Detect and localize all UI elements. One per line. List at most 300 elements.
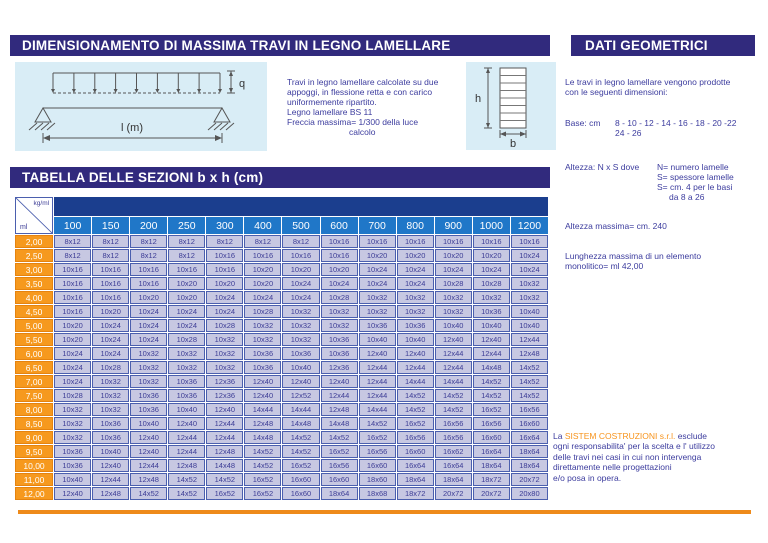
section-cell: 14x44 bbox=[282, 403, 319, 416]
section-cell: 10x28 bbox=[473, 277, 510, 290]
section-cell: 12x52 bbox=[282, 389, 319, 402]
section-cell: 10x32 bbox=[92, 375, 129, 388]
section-cell: 8x12 bbox=[130, 235, 167, 248]
section-cell: 10x16 bbox=[168, 263, 205, 276]
section-cell: 14x52 bbox=[244, 445, 281, 458]
column-header-250: 250 bbox=[168, 217, 205, 234]
section-cell: 10x40 bbox=[511, 305, 548, 318]
section-cell: 14x44 bbox=[435, 375, 472, 388]
table-row bbox=[15, 277, 548, 290]
section-cell: 10x24 bbox=[511, 263, 548, 276]
row-label: 3,00 bbox=[15, 263, 53, 276]
section-cell: 8x12 bbox=[92, 235, 129, 248]
section-cell: 10x32 bbox=[244, 319, 281, 332]
row-label: 5,00 bbox=[15, 319, 53, 332]
section-cell: 14x48 bbox=[244, 431, 281, 444]
section-cell: 14x44 bbox=[244, 403, 281, 416]
section-cell: 12x40 bbox=[130, 431, 167, 444]
altezza-s3: da 8 a 26 bbox=[669, 192, 705, 202]
section-cell: 12x36 bbox=[206, 389, 243, 402]
section-cell: 16x52 bbox=[206, 487, 243, 500]
section-cell: 10x20 bbox=[321, 263, 358, 276]
section-cell: 12x40 bbox=[282, 375, 319, 388]
table-corner-cell bbox=[15, 197, 53, 234]
section-cell: 10x20 bbox=[168, 291, 205, 304]
column-header-150: 150 bbox=[92, 217, 129, 234]
section-cell: 14x52 bbox=[206, 473, 243, 486]
section-cell: 10x24 bbox=[206, 291, 243, 304]
section-cell: 10x32 bbox=[206, 361, 243, 374]
altezza-massima: Altezza massima= cm. 240 bbox=[565, 221, 667, 231]
section-cell: 10x40 bbox=[92, 445, 129, 458]
section-cell: 10x36 bbox=[92, 417, 129, 430]
section-cell: 8x12 bbox=[282, 235, 319, 248]
section-cell: 10x36 bbox=[130, 389, 167, 402]
altezza-n: N= numero lamelle bbox=[657, 162, 729, 172]
table-row bbox=[15, 305, 548, 318]
section-cell: 12x44 bbox=[168, 445, 205, 458]
section-cell: 10x24 bbox=[321, 277, 358, 290]
base-label: b bbox=[509, 138, 517, 150]
section-cell: 10x24 bbox=[473, 263, 510, 276]
section-cell: 10x32 bbox=[168, 361, 205, 374]
section-cell: 16x52 bbox=[282, 459, 319, 472]
row-label: 7,50 bbox=[15, 389, 53, 402]
altezza-label: Altezza: N x S dove bbox=[565, 162, 640, 172]
row-label: 9,00 bbox=[15, 431, 53, 444]
section-cell: 10x20 bbox=[54, 333, 91, 346]
base-label: Base: cm bbox=[565, 118, 601, 128]
section-cell: 12x40 bbox=[168, 417, 205, 430]
column-header-800: 800 bbox=[397, 217, 434, 234]
section-cell: 10x16 bbox=[92, 263, 129, 276]
row-label: 5,50 bbox=[15, 333, 53, 346]
section-cell: 10x16 bbox=[511, 235, 548, 248]
section-cell: 20x80 bbox=[511, 487, 548, 500]
section-cell: 10x40 bbox=[54, 473, 91, 486]
section-cell: 12x44 bbox=[435, 347, 472, 360]
section-cell: 10x16 bbox=[54, 263, 91, 276]
section-cell: 12x48 bbox=[206, 445, 243, 458]
text-line: Freccia massima= 1/300 della luce bbox=[287, 117, 419, 127]
section-cell: 12x48 bbox=[511, 347, 548, 360]
section-cell: 12x44 bbox=[206, 417, 243, 430]
text-line: delle travi nei casi in cui non intervenga bbox=[553, 451, 702, 462]
section-cell: 10x24 bbox=[206, 305, 243, 318]
section-cell: 10x36 bbox=[168, 375, 205, 388]
section-cell: 8x12 bbox=[92, 249, 129, 262]
section-cell: 18x64 bbox=[473, 459, 510, 472]
section-cell: 16x52 bbox=[244, 473, 281, 486]
table-row bbox=[15, 403, 548, 416]
row-label: 9,50 bbox=[15, 445, 53, 458]
section-cell: 8x12 bbox=[54, 235, 91, 248]
section-cell: 14x52 bbox=[511, 389, 548, 402]
column-header-500: 500 bbox=[282, 217, 319, 234]
section-cell: 18x64 bbox=[397, 473, 434, 486]
section-cell: 12x40 bbox=[130, 445, 167, 458]
section-cell: 10x36 bbox=[130, 403, 167, 416]
text-line: ogni responsabilita' per la scelta e l' utilizzo bbox=[553, 441, 715, 452]
section-cell: 10x40 bbox=[435, 319, 472, 332]
section-cell: 10x40 bbox=[282, 361, 319, 374]
section-cell: 14x44 bbox=[359, 403, 396, 416]
section-cell: 14x52 bbox=[397, 403, 434, 416]
row-label: 10,00 bbox=[15, 459, 53, 472]
base-values bbox=[615, 118, 736, 138]
section-cell: 10x24 bbox=[168, 305, 205, 318]
section-cell: 18x64 bbox=[511, 445, 548, 458]
company-name: SISTEM COSTRUZIONI s.r.l. bbox=[564, 431, 676, 441]
disclaimer-lines bbox=[553, 441, 765, 483]
column-header-100: 100 bbox=[54, 217, 91, 234]
section-cell: 8x12 bbox=[244, 235, 281, 248]
section-cell: 10x16 bbox=[54, 277, 91, 290]
row-label: 6,50 bbox=[15, 361, 53, 374]
section-cell: 10x16 bbox=[321, 249, 358, 262]
section-cell: 12x44 bbox=[321, 389, 358, 402]
section-cell: 16x64 bbox=[473, 445, 510, 458]
section-cell: 10x16 bbox=[206, 249, 243, 262]
section-cell: 16x62 bbox=[435, 445, 472, 458]
column-header-400: 400 bbox=[244, 217, 281, 234]
section-cell: 10x20 bbox=[54, 319, 91, 332]
section-cell: 10x24 bbox=[282, 291, 319, 304]
intro-last-line: calcolo bbox=[349, 127, 376, 137]
table-row bbox=[15, 361, 548, 374]
dimensions-intro bbox=[565, 77, 765, 97]
section-cell: 14x52 bbox=[473, 389, 510, 402]
span-label: l (m) bbox=[121, 122, 143, 134]
section-cell: 10x32 bbox=[282, 333, 319, 346]
section-cell: 16x56 bbox=[435, 417, 472, 430]
section-cell: 10x32 bbox=[54, 403, 91, 416]
section-cell: 10x28 bbox=[92, 361, 129, 374]
section-cell: 16x64 bbox=[435, 459, 472, 472]
section-cell: 14x52 bbox=[511, 375, 548, 388]
section-cell: 16x52 bbox=[321, 445, 358, 458]
section-cell: 10x32 bbox=[321, 305, 358, 318]
section-cell: 16x56 bbox=[397, 431, 434, 444]
altezza-s2: S= cm. 4 per le basi bbox=[657, 182, 733, 192]
section-cell: 10x36 bbox=[244, 361, 281, 374]
section-cell: 18x68 bbox=[359, 487, 396, 500]
section-cell: 10x32 bbox=[511, 277, 548, 290]
text-line: Legno lamellare BS 11 bbox=[287, 107, 373, 117]
section-cell: 16x52 bbox=[397, 417, 434, 430]
section-title-dati-geometrici: DATI GEOMETRICI bbox=[571, 35, 755, 56]
section-cell: 10x36 bbox=[397, 319, 434, 332]
section-cell: 10x24 bbox=[130, 333, 167, 346]
section-cell: 10x32 bbox=[397, 291, 434, 304]
base-dimensions bbox=[565, 118, 765, 138]
section-cell: 16x60 bbox=[282, 473, 319, 486]
section-cell: 16x60 bbox=[397, 445, 434, 458]
section-cell: 10x36 bbox=[321, 333, 358, 346]
section-cell: 10x20 bbox=[244, 277, 281, 290]
section-cell: 10x20 bbox=[282, 263, 319, 276]
section-cell: 16x52 bbox=[244, 487, 281, 500]
intro-lines bbox=[287, 77, 477, 127]
section-cell: 12x44 bbox=[359, 389, 396, 402]
section-cell: 10x32 bbox=[130, 361, 167, 374]
beam-load-diagram bbox=[15, 62, 267, 151]
section-cell: 10x20 bbox=[168, 277, 205, 290]
disclaimer-text bbox=[553, 431, 765, 483]
section-cell: 14x52 bbox=[397, 389, 434, 402]
section-cell: 14x44 bbox=[397, 375, 434, 388]
row-label: 7,00 bbox=[15, 375, 53, 388]
section-cell: 12x40 bbox=[321, 375, 358, 388]
table-row bbox=[15, 235, 548, 248]
section-cell: 10x20 bbox=[244, 263, 281, 276]
section-cell: 10x40 bbox=[130, 417, 167, 430]
section-cell: 14x52 bbox=[435, 403, 472, 416]
section-cell: 10x28 bbox=[435, 277, 472, 290]
column-header-row bbox=[15, 217, 548, 234]
table-row bbox=[15, 389, 548, 402]
column-header-900: 900 bbox=[435, 217, 472, 234]
section-cell: 12x44 bbox=[435, 361, 472, 374]
section-cell: 16x56 bbox=[321, 459, 358, 472]
section-cell: 18x64 bbox=[511, 459, 548, 472]
section-cell: 10x32 bbox=[359, 305, 396, 318]
section-cell: 14x52 bbox=[511, 361, 548, 374]
table-row bbox=[15, 263, 548, 276]
page-title: DIMENSIONAMENTO DI MASSIMA TRAVI IN LEGNO LAMELLARE bbox=[10, 35, 550, 56]
section-cell: 12x48 bbox=[92, 487, 129, 500]
section-cell: 10x24 bbox=[92, 319, 129, 332]
section-cell: 10x16 bbox=[359, 235, 396, 248]
section-cell: 12x44 bbox=[92, 473, 129, 486]
section-cell: 12x48 bbox=[168, 459, 205, 472]
section-cell: 10x16 bbox=[92, 277, 129, 290]
section-cell: 12x40 bbox=[359, 347, 396, 360]
row-label: 6,00 bbox=[15, 347, 53, 360]
section-cell: 12x40 bbox=[397, 347, 434, 360]
section-cell: 12x40 bbox=[92, 459, 129, 472]
section-cell: 10x24 bbox=[397, 277, 434, 290]
table-row bbox=[15, 431, 548, 444]
section-cell: 10x16 bbox=[282, 249, 319, 262]
section-cell: 18x72 bbox=[473, 473, 510, 486]
table-row bbox=[15, 417, 548, 430]
section-cell: 16x60 bbox=[321, 473, 358, 486]
section-cell: 12x48 bbox=[321, 403, 358, 416]
section-cell: 10x16 bbox=[54, 305, 91, 318]
section-cell: 20x72 bbox=[473, 487, 510, 500]
row-label: 3,50 bbox=[15, 277, 53, 290]
section-cell: 10x28 bbox=[206, 319, 243, 332]
load-label: q bbox=[239, 78, 246, 90]
column-header-300: 300 bbox=[206, 217, 243, 234]
section-cell: 12x36 bbox=[206, 375, 243, 388]
section-cell: 10x24 bbox=[435, 263, 472, 276]
section-cell: 16x60 bbox=[359, 459, 396, 472]
section-cell: 12x48 bbox=[244, 417, 281, 430]
section-cell: 8x12 bbox=[168, 235, 205, 248]
section-cell: 10x36 bbox=[92, 431, 129, 444]
section-cell: 10x36 bbox=[359, 319, 396, 332]
section-cell: 10x40 bbox=[473, 319, 510, 332]
section-cell: 10x32 bbox=[130, 375, 167, 388]
section-cell: 18x64 bbox=[321, 487, 358, 500]
row-label: 2,50 bbox=[15, 249, 53, 262]
corner-label-kgml: kg/ml bbox=[33, 200, 50, 207]
section-cell: 8x12 bbox=[54, 249, 91, 262]
section-cell: 12x40 bbox=[473, 333, 510, 346]
section-cell: 10x32 bbox=[282, 305, 319, 318]
section-cell: 14x52 bbox=[168, 473, 205, 486]
section-cell: 14x52 bbox=[359, 417, 396, 430]
section-cell: 12x44 bbox=[206, 431, 243, 444]
section-cell: 10x24 bbox=[168, 319, 205, 332]
section-cell: 12x36 bbox=[321, 361, 358, 374]
beam-cross-section-diagram bbox=[466, 62, 556, 150]
corner-label-ml: ml bbox=[20, 224, 28, 231]
section-cell: 10x36 bbox=[321, 347, 358, 360]
section-cell: 12x44 bbox=[473, 347, 510, 360]
section-cell: 10x36 bbox=[244, 347, 281, 360]
section-cell: 10x20 bbox=[435, 249, 472, 262]
section-cell: 10x32 bbox=[435, 305, 472, 318]
section-cell: 10x24 bbox=[359, 263, 396, 276]
section-cell: 16x56 bbox=[359, 445, 396, 458]
section-cell: 12x44 bbox=[130, 459, 167, 472]
section-cell: 10x32 bbox=[397, 305, 434, 318]
section-cell: 10x32 bbox=[206, 347, 243, 360]
section-cell: 10x32 bbox=[282, 319, 319, 332]
section-cell: 14x52 bbox=[168, 487, 205, 500]
section-cell: 10x16 bbox=[130, 277, 167, 290]
section-cell: 10x24 bbox=[130, 305, 167, 318]
section-cell: 10x20 bbox=[206, 277, 243, 290]
section-cell: 14x48 bbox=[206, 459, 243, 472]
section-cell: 10x24 bbox=[244, 291, 281, 304]
table-header-band bbox=[54, 197, 548, 216]
section-cell: 10x32 bbox=[473, 291, 510, 304]
section-cell: 12x40 bbox=[244, 389, 281, 402]
section-cell: 10x20 bbox=[359, 249, 396, 262]
section-cell: 10x32 bbox=[168, 347, 205, 360]
disclaimer-after: esclude bbox=[675, 431, 708, 441]
cross-section-drawing bbox=[466, 62, 556, 150]
section-cell: 16x64 bbox=[397, 459, 434, 472]
section-cell: 10x20 bbox=[92, 305, 129, 318]
section-cell: 14x48 bbox=[282, 417, 319, 430]
text-line: uniformemente ripartito. bbox=[287, 97, 377, 107]
section-cell: 16x56 bbox=[473, 417, 510, 430]
text-line: con le seguenti dimensioni: bbox=[565, 87, 668, 97]
section-cell: 10x40 bbox=[359, 333, 396, 346]
table-row bbox=[15, 445, 548, 458]
section-cell: 10x24 bbox=[359, 277, 396, 290]
section-cell: 10x24 bbox=[54, 361, 91, 374]
table-row bbox=[15, 487, 548, 500]
section-cell: 10x20 bbox=[130, 291, 167, 304]
text-line: e/o posa in opera. bbox=[553, 472, 622, 483]
section-cell: 10x32 bbox=[130, 347, 167, 360]
text-line: 24 - 26 bbox=[615, 128, 642, 138]
column-header-1000: 1000 bbox=[473, 217, 510, 234]
section-cell: 16x60 bbox=[473, 431, 510, 444]
height-label: h bbox=[475, 93, 482, 105]
lunghezza-massima bbox=[565, 251, 765, 271]
table-row bbox=[15, 319, 548, 332]
section-cell: 10x16 bbox=[54, 291, 91, 304]
section-cell: 10x36 bbox=[54, 459, 91, 472]
section-cell: 10x40 bbox=[511, 319, 548, 332]
section-cell: 10x32 bbox=[92, 389, 129, 402]
section-cell: 20x72 bbox=[435, 487, 472, 500]
section-cell: 10x28 bbox=[244, 305, 281, 318]
section-cell: 10x28 bbox=[321, 291, 358, 304]
section-cell: 14x52 bbox=[435, 389, 472, 402]
section-cell: 14x48 bbox=[473, 361, 510, 374]
section-cell: 10x32 bbox=[435, 291, 472, 304]
section-cell: 12x40 bbox=[54, 487, 91, 500]
section-cell: 10x32 bbox=[511, 291, 548, 304]
section-cell: 14x52 bbox=[130, 487, 167, 500]
section-cell: 10x24 bbox=[130, 319, 167, 332]
text-line: 8 - 10 - 12 - 14 - 16 - 18 - 20 -22 bbox=[615, 118, 737, 128]
section-cell: 10x24 bbox=[282, 277, 319, 290]
bottom-rule bbox=[18, 510, 751, 514]
section-cell: 14x52 bbox=[282, 445, 319, 458]
section-cell: 10x32 bbox=[244, 333, 281, 346]
section-cell: 10x24 bbox=[54, 347, 91, 360]
text-line: direttamente nelle progettazioni bbox=[553, 462, 672, 473]
section-cell: 16x52 bbox=[359, 431, 396, 444]
section-cell: 14x52 bbox=[282, 431, 319, 444]
section-cell: 14x52 bbox=[473, 375, 510, 388]
section-cell: 18x64 bbox=[435, 473, 472, 486]
disclaimer-before: La bbox=[553, 431, 565, 441]
row-label: 8,50 bbox=[15, 417, 53, 430]
disclaimer-first-line bbox=[553, 431, 765, 441]
sections-table bbox=[14, 196, 549, 501]
section-cell: 12x40 bbox=[244, 375, 281, 388]
section-cell: 14x52 bbox=[244, 459, 281, 472]
beam-description-text bbox=[287, 77, 477, 137]
section-cell: 10x24 bbox=[92, 347, 129, 360]
section-cell: 12x44 bbox=[359, 361, 396, 374]
section-cell: 12x44 bbox=[359, 375, 396, 388]
section-cell: 16x60 bbox=[282, 487, 319, 500]
table-row bbox=[15, 249, 548, 262]
section-cell: 10x16 bbox=[397, 235, 434, 248]
section-cell: 12x44 bbox=[511, 333, 548, 346]
column-header-600: 600 bbox=[321, 217, 358, 234]
row-label: 2,00 bbox=[15, 235, 53, 248]
section-cell: 12x44 bbox=[168, 431, 205, 444]
section-cell: 10x32 bbox=[206, 333, 243, 346]
section-cell: 18x60 bbox=[359, 473, 396, 486]
table-row bbox=[15, 291, 548, 304]
section-cell: 10x20 bbox=[397, 249, 434, 262]
section-cell: 10x36 bbox=[168, 389, 205, 402]
section-cell: 10x40 bbox=[397, 333, 434, 346]
column-header-200: 200 bbox=[130, 217, 167, 234]
section-cell: 10x40 bbox=[168, 403, 205, 416]
section-cell: 14x52 bbox=[321, 431, 358, 444]
section-cell: 10x16 bbox=[130, 263, 167, 276]
section-cell: 16x56 bbox=[435, 431, 472, 444]
table-row bbox=[15, 333, 548, 346]
section-cell: 10x24 bbox=[397, 263, 434, 276]
column-header-700: 700 bbox=[359, 217, 396, 234]
section-cell: 10x16 bbox=[206, 263, 243, 276]
